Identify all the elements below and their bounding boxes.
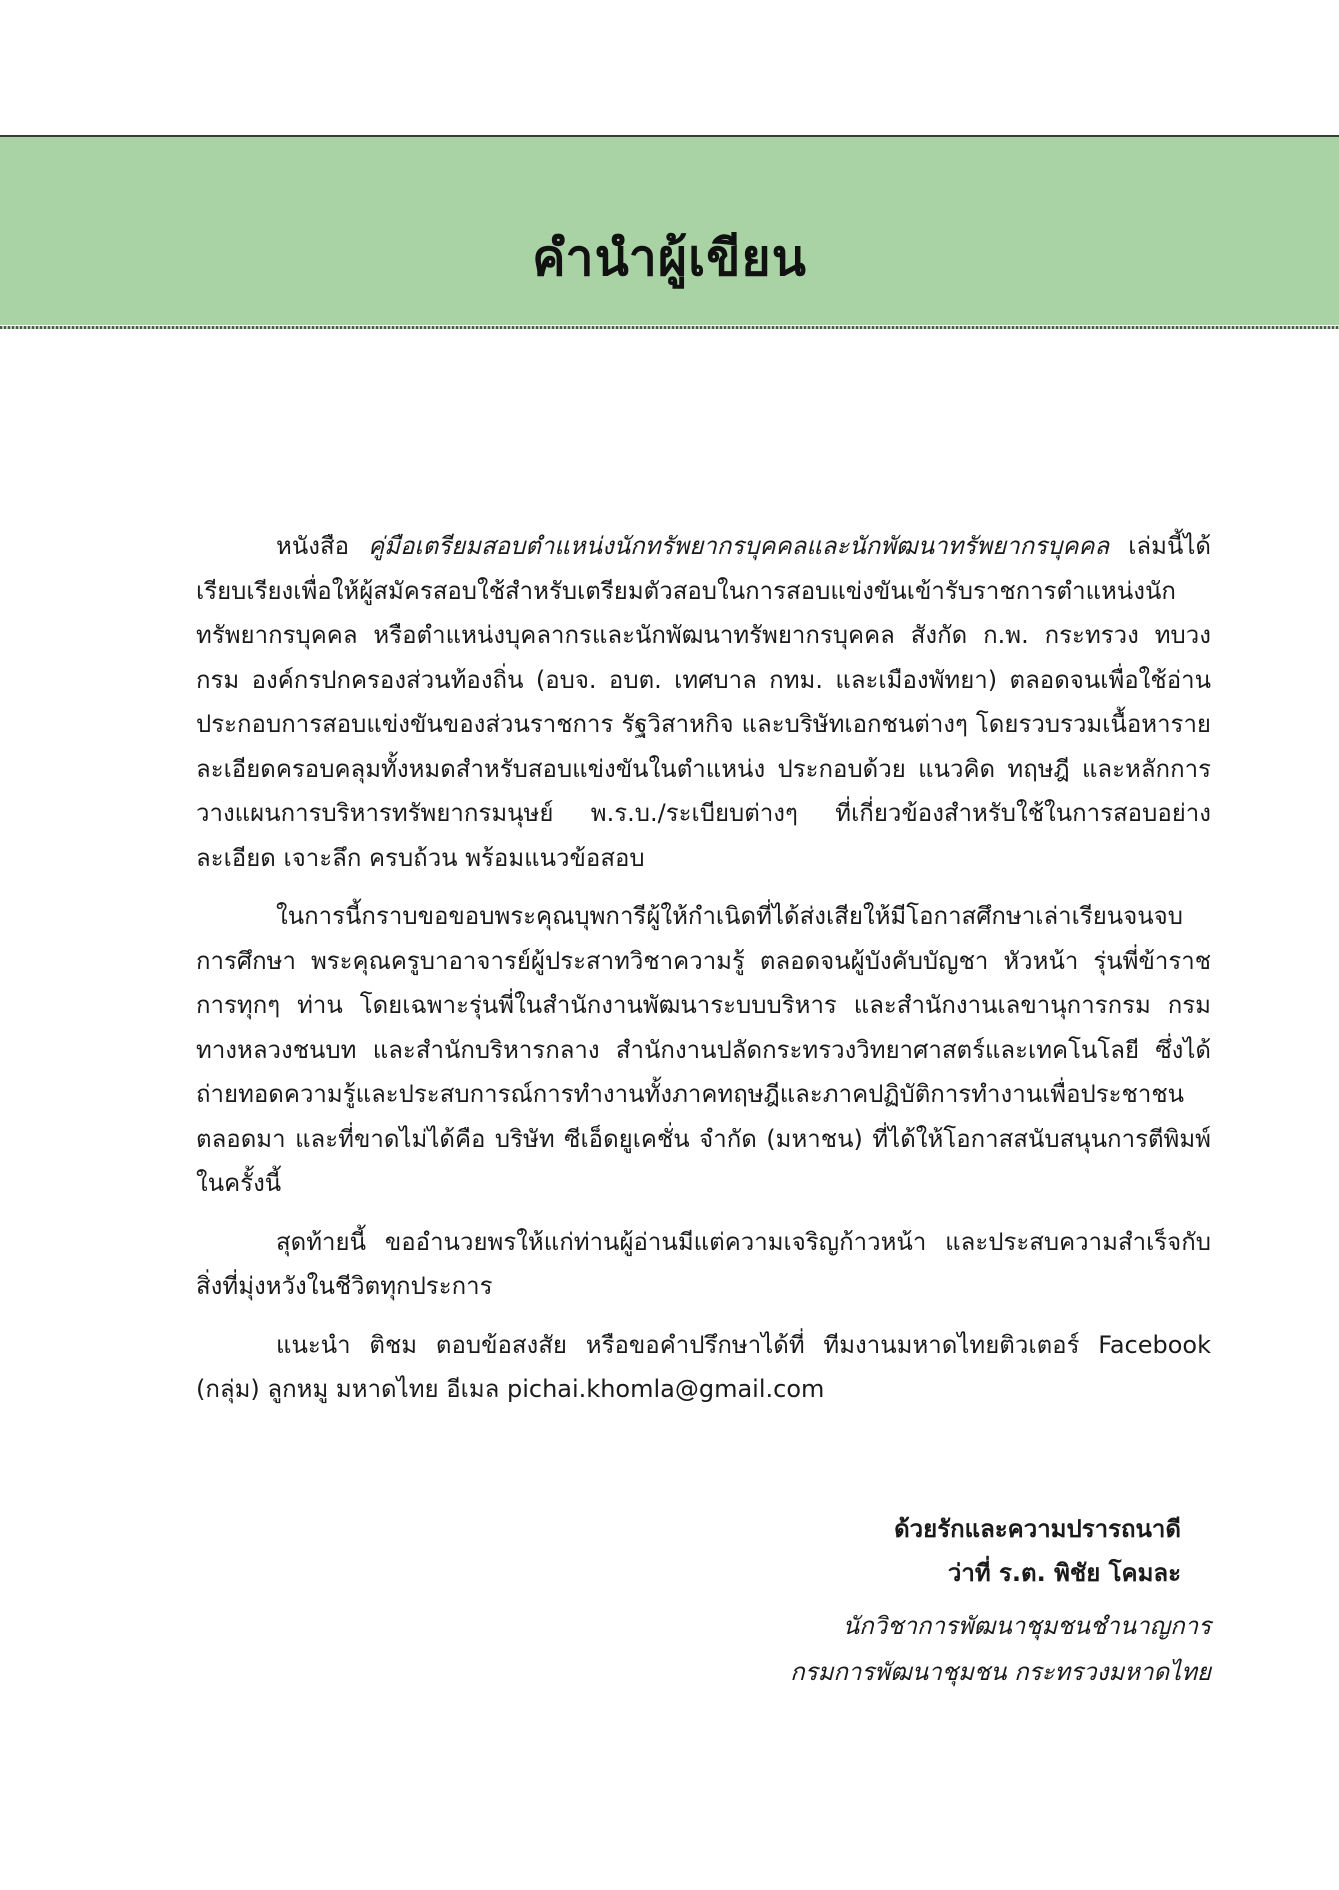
- paragraph-acknowledgement: ในการนี้กราบขอขอบพระคุณบุพการีผู้ให้กำเนิดที่ได้ส่งเสียให้มีโอกาสศึกษาเล่าเรียนจนจบการศึกษา พระคุณครูบาอาจารย์ผู้ประสาทวิชาความรู้ ตลอดจนผู้บังคับบัญชา หัวหน้า รุ่นพี่ข้าราชการทุกๆ ท่าน โดยเฉพาะรุ่นพี่ในสำนักงานพัฒนาระบบบริหาร และสำนักงานเลขานุการกรม กรมทางหลวงชนบท และสำนักบริหารกลาง สำนักงานปลัดกระทรวงวิทยาศาสตร์และเทคโนโลยี ซึ่งได้ถ่ายทอดความรู้และประสบการณ์การทำงานทั้งภาคทฤษฎีและภาคปฏิบัติการทำงานเพื่อประชาชนตลอดมา และที่ขาดไม่ได้คือ บริษัท ซีเอ็ดยูเคชั่น จำกัด (มหาชน) ที่ได้ให้โอกาสสนับสนุนการตีพิมพ์ในครั้งนี้: [196, 902, 1211, 1197]
- signature-author: ว่าที่ ร.ต. พิชัย โคมละ: [947, 1559, 1181, 1587]
- intro-rest: เล่มนี้ได้เรียบเรียงเพื่อให้ผู้สมัครสอบใช้สำหรับเตรียมตัวสอบในการสอบแข่งขันเข้ารับราชการตำแหน่งนักทรัพยากรบุคคล หรือตำแหน่งบุคลากรและนักพัฒนาทรัพยากรบุคคล สังกัด ก.พ. กระทรวง ทบวง กรม องค์กรปกครองส่วนท้องถิ่น (อบจ. อบต. เทศบาล กทม. และเมืองพัทยา) ตลอดจนเพื่อใช้อ่านประกอบการสอบแข่งขันของส่วนราชการ รัฐวิสาหกิจ และบริษัทเอกชนต่างๆ โดยรวบรวมเนื้อหารายละเอียดครอบคลุมทั้งหมดสำหรับสอบแข่งขันในตำแหน่ง ประกอบด้วย แนวคิด ทฤษฎี และหลักการวางแผนการบริหารทรัพยากรมนุษย์ พ.ร.บ./ระเบียบต่างๆ ที่เกี่ยวข้องสำหรับใช้ในการสอบอย่างละเอียด เจาะลึก ครบถ้วน พร้อมแนวข้อสอบ: [196, 532, 1212, 872]
- book-title: คู่มือเตรียมสอบตำแหน่งนักทรัพยากรบุคคลและนักพัฒนาทรัพยากรบุคคล: [368, 532, 1110, 560]
- paragraph-intro: [196, 524, 1211, 880]
- preface-body: [196, 524, 1211, 1426]
- paragraph-contact: แนะนำ ติชม ตอบข้อสงสัย หรือขอคำปรึกษาได้ที่ ทีมงานมหาดไทยติวเตอร์ Facebook (กลุ่ม) ลูกหมู มหาดไทย อีเมล pichai.khomla@gmail.com: [196, 1330, 1211, 1403]
- paragraph-wishes: สุดท้ายนี้ ขออำนวยพรให้แก่ท่านผู้อ่านมีแต่ความเจริญก้าวหน้า และประสบความสำเร็จกับสิ่งที่มุ่งหวังในชีวิตทุกประการ: [196, 1227, 1211, 1300]
- signature-spacer: [790, 1595, 1211, 1603]
- signature-closing: ด้วยรักและความปรารถนาดี: [894, 1515, 1181, 1543]
- title-band: [0, 135, 1339, 325]
- intro-lead: หนังสือ: [276, 532, 369, 560]
- signature-organization: กรมการพัฒนาชุมชน กระทรวงมหาดไทย: [790, 1658, 1211, 1686]
- signature-block: [790, 1507, 1211, 1695]
- page-title: คำนำผู้เขียน: [532, 229, 807, 287]
- signature-position: นักวิชาการพัฒนาชุมชนชำนาญการ: [842, 1612, 1211, 1640]
